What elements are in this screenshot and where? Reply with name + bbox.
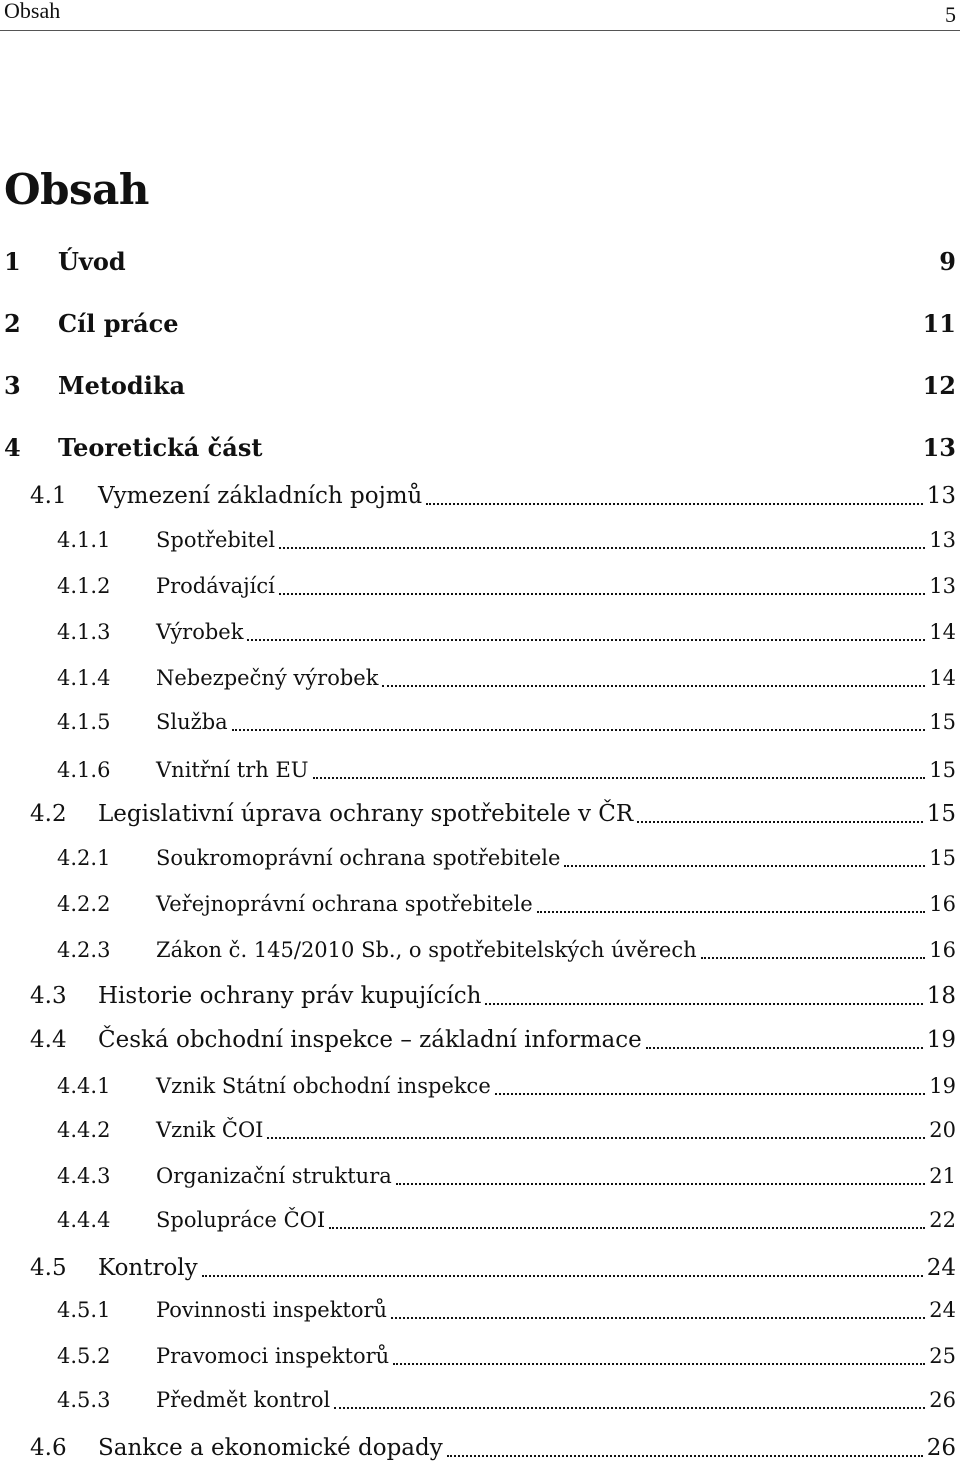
toc-entry[interactable] bbox=[0, 1252, 960, 1286]
toc-entry-number: 4.4.2 bbox=[57, 1118, 111, 1142]
toc-entry[interactable] bbox=[0, 432, 960, 466]
toc-entry-number: 4.4 bbox=[30, 1027, 67, 1053]
toc-entry[interactable] bbox=[0, 798, 960, 832]
toc-entry-page-number: 14 bbox=[929, 666, 956, 690]
toc-entry-leader-dots bbox=[279, 547, 925, 549]
toc-entry[interactable] bbox=[0, 308, 960, 342]
toc-entry-number: 4.1.3 bbox=[57, 620, 111, 644]
toc-entry-page-number: 24 bbox=[929, 1298, 956, 1322]
toc-entry-leader-dots bbox=[391, 1317, 925, 1319]
toc-entry[interactable] bbox=[0, 524, 960, 558]
toc-entry-page-number: 15 bbox=[926, 801, 956, 827]
toc-entry-number: 4.5.3 bbox=[57, 1388, 111, 1412]
toc-entry[interactable] bbox=[0, 980, 960, 1014]
toc-entry-label: Soukromoprávní ochrana spotřebitele bbox=[156, 846, 561, 870]
toc-entry-number: 4.3 bbox=[30, 983, 67, 1009]
toc-entry[interactable] bbox=[0, 1294, 960, 1328]
toc-entry-label: Služba bbox=[156, 710, 228, 734]
toc-entry-page-number: 24 bbox=[926, 1255, 956, 1281]
toc-entry-leader-dots bbox=[485, 1003, 922, 1005]
toc-entry-leader-dots bbox=[447, 1455, 923, 1457]
toc-entry-number: 3 bbox=[4, 371, 21, 400]
toc-entry-leader-dots bbox=[426, 503, 922, 505]
toc-entry-number: 4.4.3 bbox=[57, 1164, 111, 1188]
toc-entry[interactable] bbox=[0, 1160, 960, 1194]
running-header-title: Obsah bbox=[4, 0, 61, 23]
toc-entry-leader-dots bbox=[334, 1407, 925, 1409]
toc-entry-page-number: 26 bbox=[929, 1388, 956, 1412]
toc-entry-page-number: 21 bbox=[929, 1164, 956, 1188]
toc-entry-number: 4.1 bbox=[30, 483, 67, 509]
toc-entry-number: 4 bbox=[4, 433, 21, 462]
toc-entry[interactable] bbox=[0, 1340, 960, 1374]
toc-entry-page-number: 16 bbox=[929, 892, 956, 916]
toc-entry[interactable] bbox=[0, 1024, 960, 1058]
toc-entry-number: 4.2.2 bbox=[57, 892, 111, 916]
running-header-page-number: 5 bbox=[945, 2, 956, 27]
toc-entry-page-number: 16 bbox=[929, 938, 956, 962]
toc-entry-page-number: 15 bbox=[929, 846, 956, 870]
toc-entry-leader-dots bbox=[313, 777, 926, 779]
toc-entry-leader-dots bbox=[646, 1047, 923, 1049]
toc-entry-label: Vnitřní trh EU bbox=[156, 758, 309, 782]
toc-entry-label: Předmět kontrol bbox=[156, 1388, 331, 1412]
toc-entry-leader-dots bbox=[495, 1093, 926, 1095]
toc-entry[interactable] bbox=[0, 706, 960, 740]
toc-entry-leader-dots bbox=[393, 1363, 925, 1365]
page-title: Obsah bbox=[4, 165, 149, 214]
toc-entry-label: Česká obchodní inspekce – základní informace bbox=[98, 1027, 642, 1053]
toc-entry-page-number: 19 bbox=[926, 1027, 956, 1053]
toc-entry[interactable] bbox=[0, 1070, 960, 1104]
toc-entry-number: 2 bbox=[4, 309, 21, 338]
toc-entry-leader-dots bbox=[564, 865, 925, 867]
toc-entry-number: 4.1.6 bbox=[57, 758, 111, 782]
toc-entry-leader-dots bbox=[396, 1183, 926, 1185]
toc-entry-number: 4.5.1 bbox=[57, 1298, 111, 1322]
toc-entry-label: Vznik ČOI bbox=[156, 1118, 264, 1142]
toc-entry-label: Vymezení základních pojmů bbox=[98, 483, 423, 509]
toc-entry-label: Prodávající bbox=[156, 574, 275, 598]
toc-entry-page-number: 13 bbox=[929, 574, 956, 598]
toc-entry-number: 4.1.2 bbox=[57, 574, 111, 598]
toc-entry[interactable] bbox=[0, 1204, 960, 1238]
toc-entry-number: 4.5.2 bbox=[57, 1344, 111, 1368]
toc-entry-label: Historie ochrany práv kupujících bbox=[98, 983, 482, 1009]
toc-entry[interactable] bbox=[0, 888, 960, 922]
toc-entry-label: Výrobek bbox=[156, 620, 244, 644]
toc-entry-label: Povinnosti inspektorů bbox=[156, 1298, 388, 1322]
toc-entry-page-number: 15 bbox=[929, 710, 956, 734]
toc-entry-number: 4.4.1 bbox=[57, 1074, 111, 1098]
toc-entry[interactable] bbox=[0, 246, 960, 280]
toc-entry[interactable] bbox=[0, 1384, 960, 1418]
toc-entry-page-number: 9 bbox=[939, 247, 956, 276]
toc-entry-page-number: 13 bbox=[922, 433, 956, 462]
toc-entry-page-number: 15 bbox=[929, 758, 956, 782]
toc-entry-label: Cíl práce bbox=[58, 309, 179, 338]
toc-entry-page-number: 22 bbox=[929, 1208, 956, 1232]
toc-entry-page-number: 18 bbox=[926, 983, 956, 1009]
toc-entry-leader-dots bbox=[247, 639, 925, 641]
toc-entry-page-number: 20 bbox=[929, 1118, 956, 1142]
toc-entry-number: 4.1.1 bbox=[57, 528, 111, 552]
toc-entry-leader-dots bbox=[267, 1137, 925, 1139]
toc-entry-label: Spotřebitel bbox=[156, 528, 276, 552]
toc-entry-number: 1 bbox=[4, 247, 21, 276]
toc-entry-page-number: 12 bbox=[922, 371, 956, 400]
toc-entry-number: 4.1.4 bbox=[57, 666, 111, 690]
toc-entry-page-number: 14 bbox=[929, 620, 956, 644]
toc-entry-leader-dots bbox=[701, 957, 926, 959]
toc-entry-label: Organizační struktura bbox=[156, 1164, 392, 1188]
toc-entry-label: Vznik Státní obchodní inspekce bbox=[156, 1074, 491, 1098]
toc-entry-leader-dots bbox=[329, 1227, 925, 1229]
toc-entry-leader-dots bbox=[202, 1275, 923, 1277]
toc-entry[interactable] bbox=[0, 570, 960, 604]
toc-entry-page-number: 13 bbox=[926, 483, 956, 509]
toc-entry-number: 4.1.5 bbox=[57, 710, 111, 734]
toc-entry[interactable] bbox=[0, 842, 960, 876]
toc-entry[interactable] bbox=[0, 662, 960, 696]
toc-entry-label: Pravomoci inspektorů bbox=[156, 1344, 390, 1368]
toc-entry-number: 4.2.1 bbox=[57, 846, 111, 870]
toc-entry-page-number: 11 bbox=[922, 309, 956, 338]
toc-entry-label: Metodika bbox=[58, 371, 186, 400]
toc-entry-leader-dots bbox=[637, 821, 923, 823]
toc-entry-number: 4.4.4 bbox=[57, 1208, 111, 1232]
toc-entry-label: Úvod bbox=[58, 247, 126, 276]
toc-entry-label: Spolupráce ČOI bbox=[156, 1208, 326, 1232]
toc-entry-label: Legislativní úprava ochrany spotřebitele v ČR bbox=[98, 801, 634, 827]
toc-entry-label: Zákon č. 145/2010 Sb., o spotřebitelských úvěrech bbox=[156, 938, 697, 962]
toc-entry[interactable] bbox=[0, 1114, 960, 1148]
toc-entry-number: 4.5 bbox=[30, 1255, 67, 1281]
toc-entry[interactable] bbox=[0, 616, 960, 650]
toc-entry-label: Sankce a ekonomické dopady bbox=[98, 1435, 443, 1461]
toc-entry[interactable] bbox=[0, 934, 960, 968]
toc-entry[interactable] bbox=[0, 370, 960, 404]
toc-entry-label: Teoretická část bbox=[58, 433, 263, 462]
toc-entry[interactable] bbox=[0, 754, 960, 788]
toc-entry-number: 4.6 bbox=[30, 1435, 67, 1461]
toc-entry-leader-dots bbox=[537, 911, 926, 913]
toc-entry-label: Veřejnoprávní ochrana spotřebitele bbox=[156, 892, 533, 916]
toc-entry[interactable] bbox=[0, 1432, 960, 1466]
toc-entry-label: Kontroly bbox=[98, 1255, 198, 1281]
toc-entry-number: 4.2 bbox=[30, 801, 67, 827]
toc-entry[interactable] bbox=[0, 480, 960, 514]
toc-entry-leader-dots bbox=[382, 685, 925, 687]
toc-entry-leader-dots bbox=[279, 593, 925, 595]
toc-entry-leader-dots bbox=[232, 729, 926, 731]
toc-entry-number: 4.2.3 bbox=[57, 938, 111, 962]
toc-entry-page-number: 26 bbox=[926, 1435, 956, 1461]
toc-entry-label: Nebezpečný výrobek bbox=[156, 666, 379, 690]
toc-entry-page-number: 25 bbox=[929, 1344, 956, 1368]
toc-entry-page-number: 19 bbox=[929, 1074, 956, 1098]
toc-entry-page-number: 13 bbox=[929, 528, 956, 552]
